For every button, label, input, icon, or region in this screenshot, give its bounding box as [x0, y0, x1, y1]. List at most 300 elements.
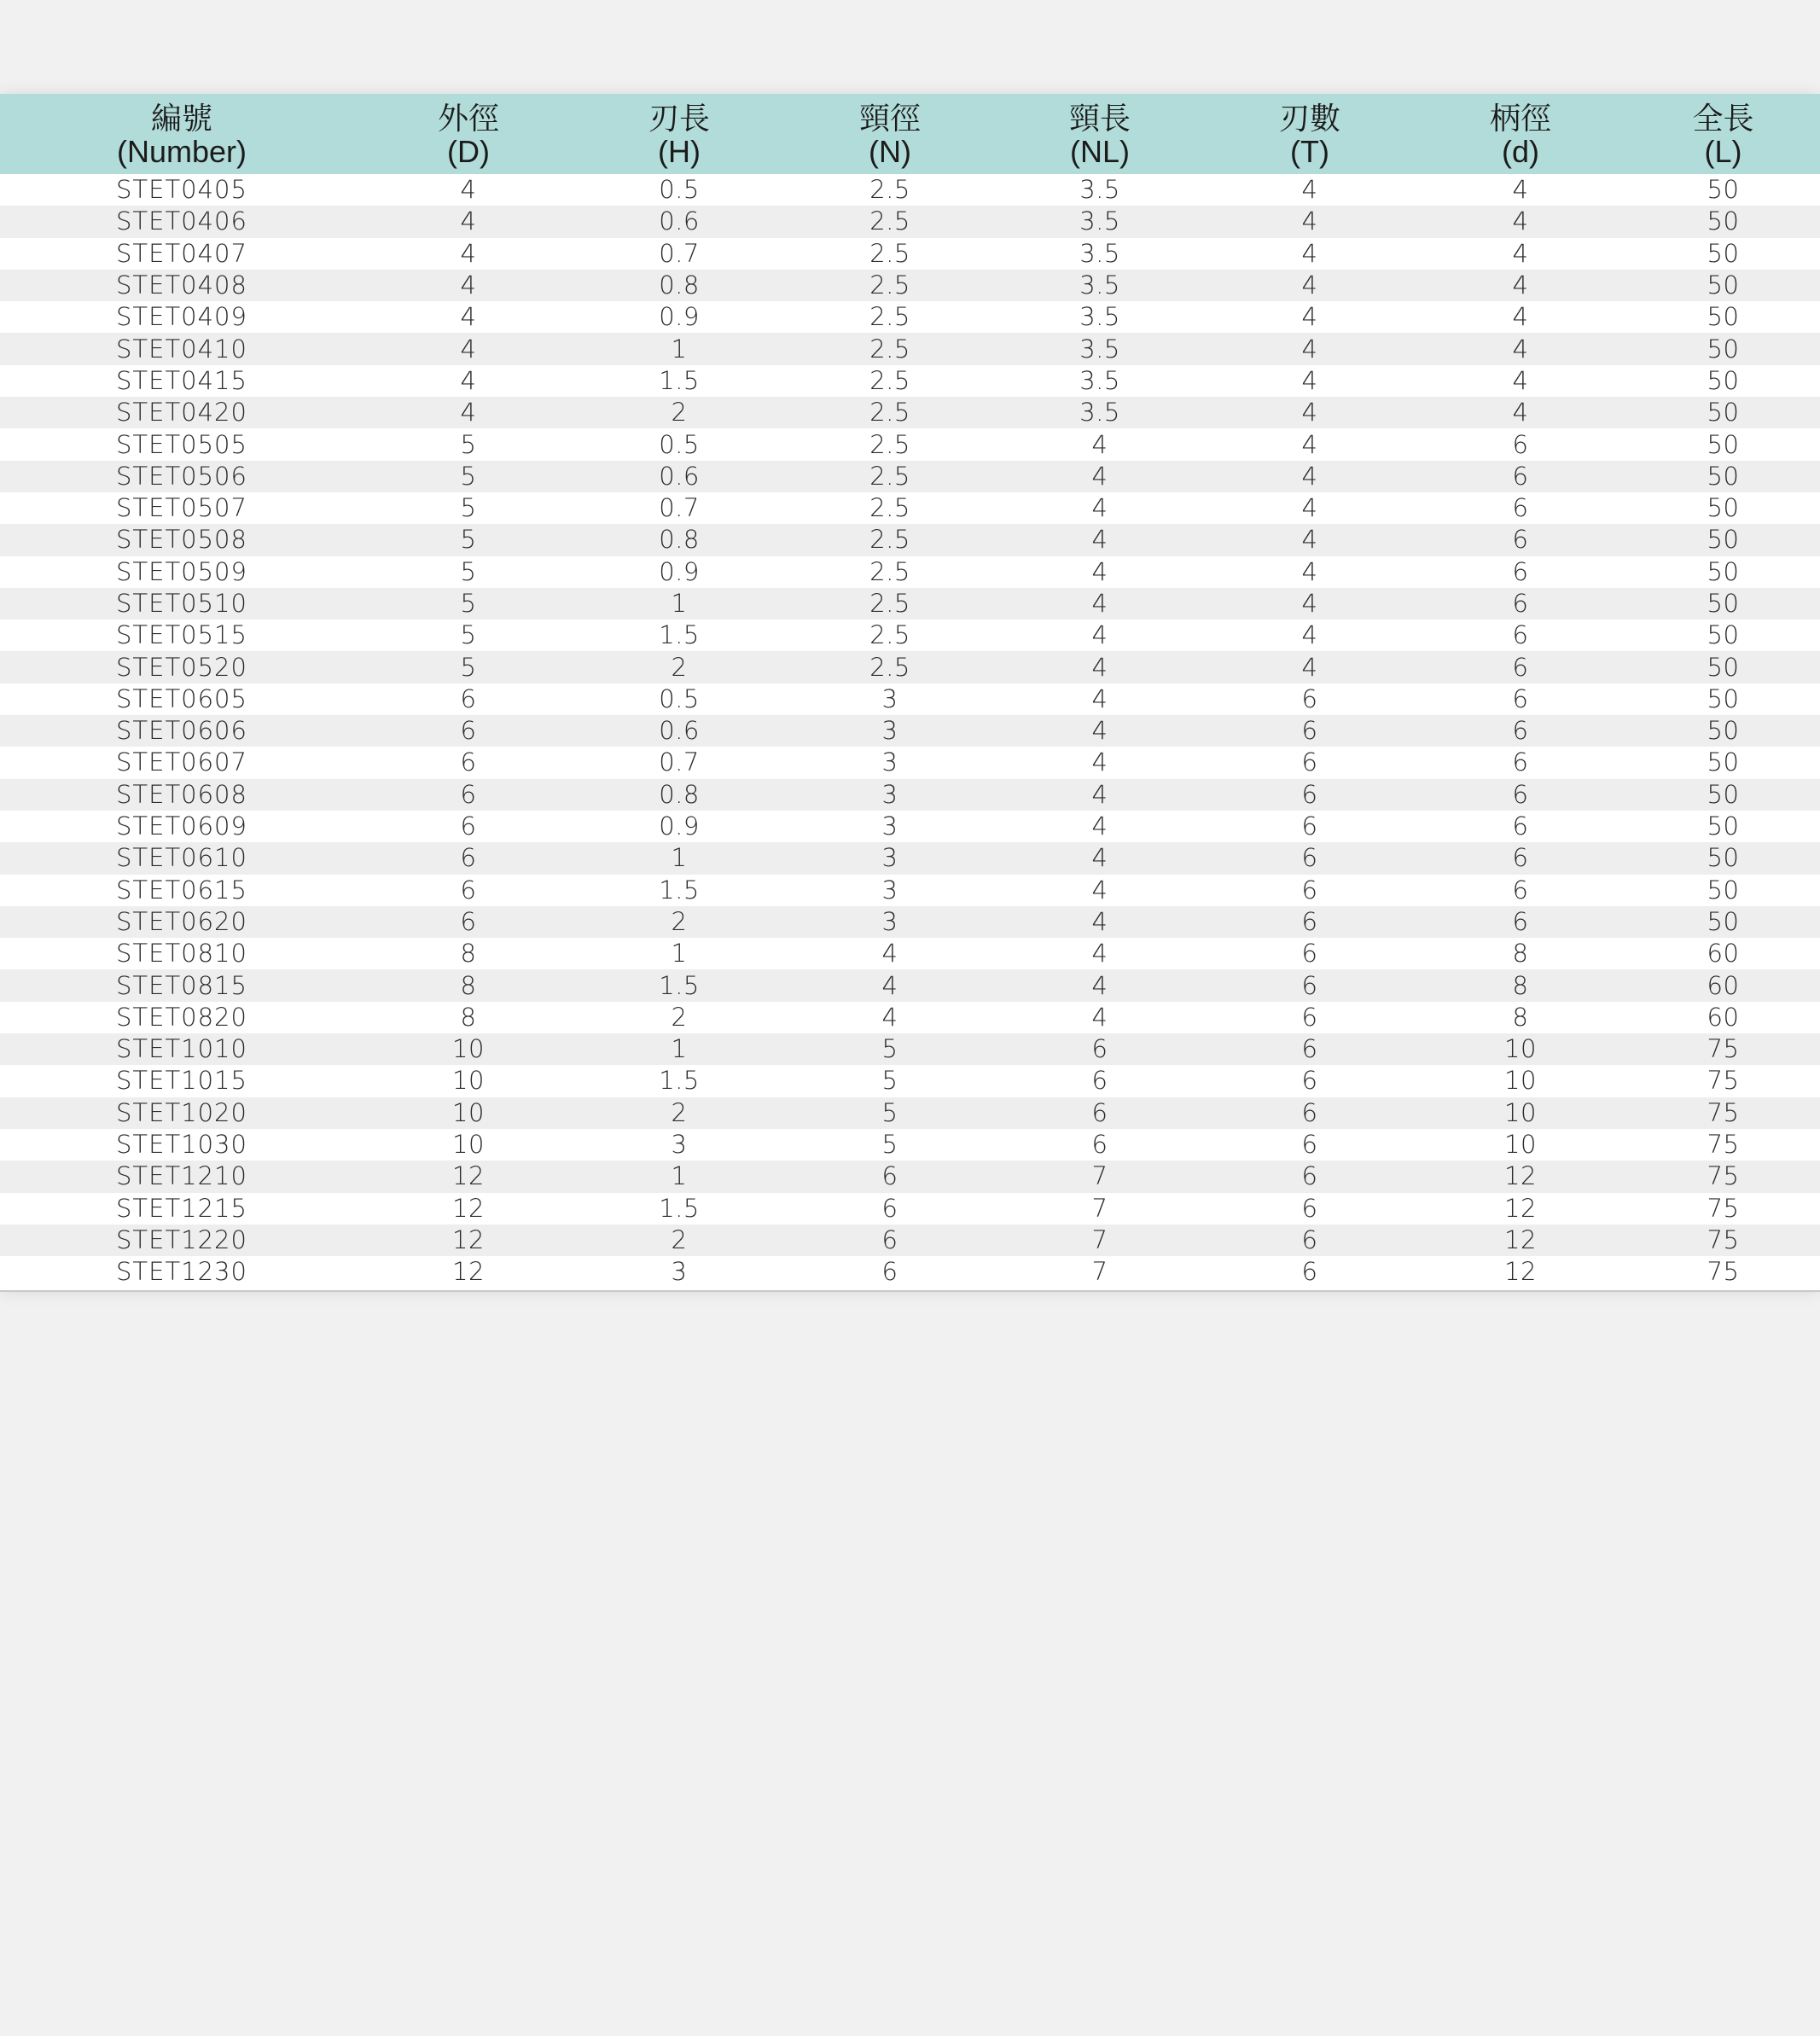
- header-number: [0, 94, 363, 174]
- cell-neck-length: 3.5: [1079, 302, 1120, 332]
- cell-overall-length: 50: [1707, 652, 1740, 682]
- cell-blade-length: 2: [671, 1002, 688, 1032]
- cell-neck-length: 3.5: [1079, 270, 1120, 300]
- cell-outer-diameter: 6: [460, 779, 477, 809]
- cell-neck-diameter: 4: [881, 970, 898, 1000]
- cell-neck-diameter: 5: [881, 1034, 898, 1064]
- header-blade-length: [573, 94, 785, 174]
- cell-number: STET0420: [116, 398, 247, 428]
- header-number-zh: 編號: [150, 101, 212, 136]
- cell-neck-length: 4: [1091, 525, 1108, 555]
- cell-neck-length: 4: [1091, 875, 1108, 905]
- cell-shank-diameter: 6: [1512, 906, 1529, 936]
- cell-overall-length: 75: [1707, 1034, 1740, 1064]
- cell-outer-diameter: 12: [452, 1193, 485, 1223]
- table-row: [0, 238, 1820, 270]
- cell-number: STET0610: [116, 843, 247, 873]
- cell-neck-length: 4: [1091, 843, 1108, 873]
- cell-neck-length: 4: [1091, 493, 1108, 523]
- cell-shank-diameter: 6: [1512, 811, 1529, 841]
- cell-teeth: 6: [1301, 939, 1318, 969]
- cell-outer-diameter: 5: [460, 493, 477, 523]
- table-row: [0, 428, 1820, 460]
- cell-blade-length: 3: [671, 1257, 688, 1287]
- table-row: [0, 938, 1820, 969]
- cell-number: STET0606: [116, 716, 247, 746]
- cell-neck-diameter: 3: [881, 843, 898, 873]
- cell-number: STET0410: [116, 334, 247, 364]
- table-row: [0, 842, 1820, 874]
- cell-teeth: 6: [1301, 1130, 1318, 1160]
- cell-number: STET0508: [116, 525, 247, 555]
- header-neck-diameter-zh: 頸徑: [858, 101, 921, 136]
- cell-number: STET0515: [116, 620, 247, 650]
- cell-shank-diameter: 8: [1512, 1002, 1529, 1032]
- cell-outer-diameter: 8: [460, 1002, 477, 1032]
- cell-neck-diameter: 2.5: [869, 652, 910, 682]
- cell-teeth: 4: [1301, 365, 1318, 395]
- cell-number: STET0408: [116, 270, 247, 300]
- cell-blade-length: 2: [671, 652, 688, 682]
- cell-overall-length: 50: [1707, 716, 1740, 746]
- cell-overall-length: 60: [1707, 1002, 1740, 1032]
- cell-teeth: 4: [1301, 238, 1318, 268]
- cell-outer-diameter: 6: [460, 906, 477, 936]
- header-blade-length-en: (H): [658, 134, 701, 169]
- cell-overall-length: 60: [1707, 970, 1740, 1000]
- spec-table: [0, 94, 1820, 1288]
- cell-neck-length: 4: [1091, 589, 1108, 618]
- cell-neck-diameter: 2.5: [869, 461, 910, 491]
- cell-blade-length: 1: [671, 1161, 688, 1191]
- cell-teeth: 6: [1301, 1066, 1318, 1096]
- cell-neck-length: 3.5: [1079, 334, 1120, 364]
- cell-number: STET1015: [116, 1066, 247, 1096]
- table-row: [0, 365, 1820, 397]
- cell-neck-length: 3.5: [1079, 365, 1120, 395]
- cell-neck-diameter: 2.5: [869, 429, 910, 459]
- cell-shank-diameter: 10: [1504, 1097, 1537, 1127]
- table-row: [0, 620, 1820, 651]
- table-row: [0, 715, 1820, 747]
- cell-blade-length: 1.5: [659, 970, 700, 1000]
- cell-neck-length: 7: [1091, 1193, 1108, 1223]
- cell-neck-length: 3.5: [1079, 207, 1120, 236]
- cell-outer-diameter: 5: [460, 525, 477, 555]
- cell-neck-diameter: 2.5: [869, 365, 910, 395]
- cell-teeth: 6: [1301, 1161, 1318, 1191]
- cell-overall-length: 75: [1707, 1097, 1740, 1127]
- table-row: [0, 969, 1820, 1001]
- header-shank-diameter-zh: 柄徑: [1489, 101, 1551, 136]
- cell-neck-diameter: 2.5: [869, 556, 910, 586]
- table-row: [0, 875, 1820, 906]
- cell-outer-diameter: 5: [460, 652, 477, 682]
- cell-neck-diameter: 2.5: [869, 620, 910, 650]
- cell-blade-length: 0.8: [659, 525, 700, 555]
- header-outer-diameter-en: (D): [447, 134, 490, 169]
- cell-shank-diameter: 4: [1512, 238, 1529, 268]
- cell-teeth: 6: [1301, 811, 1318, 841]
- header-overall-length: [1626, 94, 1820, 174]
- cell-number: STET0609: [116, 811, 247, 841]
- cell-shank-diameter: 4: [1512, 175, 1529, 205]
- cell-shank-diameter: 6: [1512, 589, 1529, 618]
- cell-overall-length: 50: [1707, 334, 1740, 364]
- header-number-en: (Number): [116, 134, 247, 169]
- table-row: [0, 1129, 1820, 1161]
- cell-blade-length: 0.6: [659, 716, 700, 746]
- cell-number: STET0509: [116, 556, 247, 586]
- cell-neck-diameter: 5: [881, 1097, 898, 1127]
- cell-shank-diameter: 6: [1512, 461, 1529, 491]
- cell-teeth: 6: [1301, 716, 1318, 746]
- cell-overall-length: 75: [1707, 1225, 1740, 1254]
- header-neck-diameter: [785, 94, 995, 174]
- table-row: [0, 206, 1820, 237]
- cell-neck-length: 4: [1091, 461, 1108, 491]
- cell-blade-length: 0.6: [659, 461, 700, 491]
- cell-neck-length: 6: [1091, 1097, 1108, 1127]
- cell-outer-diameter: 12: [452, 1161, 485, 1191]
- cell-number: STET0520: [116, 652, 247, 682]
- cell-teeth: 6: [1301, 1034, 1318, 1064]
- cell-neck-diameter: 3: [881, 716, 898, 746]
- cell-teeth: 6: [1301, 1193, 1318, 1223]
- cell-blade-length: 0.5: [659, 429, 700, 459]
- cell-number: STET1210: [116, 1161, 247, 1191]
- cell-neck-length: 4: [1091, 652, 1108, 682]
- cell-outer-diameter: 5: [460, 620, 477, 650]
- table-row: [0, 1193, 1820, 1225]
- cell-blade-length: 2: [671, 906, 688, 936]
- cell-shank-diameter: 10: [1504, 1066, 1537, 1096]
- cell-outer-diameter: 6: [460, 716, 477, 746]
- table-row: [0, 524, 1820, 556]
- header-shank-diameter: [1415, 94, 1626, 174]
- cell-neck-length: 4: [1091, 779, 1108, 809]
- cell-overall-length: 50: [1707, 429, 1740, 459]
- spec-table-panel: [0, 94, 1820, 1292]
- cell-neck-diameter: 2.5: [869, 334, 910, 364]
- cell-shank-diameter: 12: [1504, 1161, 1537, 1191]
- cell-teeth: 4: [1301, 175, 1318, 205]
- cell-neck-diameter: 2.5: [869, 493, 910, 523]
- cell-neck-diameter: 6: [881, 1193, 898, 1223]
- cell-overall-length: 50: [1707, 302, 1740, 332]
- table-row: [0, 1225, 1820, 1256]
- cell-outer-diameter: 8: [460, 970, 477, 1000]
- cell-neck-diameter: 6: [881, 1161, 898, 1191]
- cell-neck-diameter: 5: [881, 1066, 898, 1096]
- cell-neck-length: 4: [1091, 429, 1108, 459]
- cell-neck-length: 4: [1091, 939, 1108, 969]
- cell-neck-length: 6: [1091, 1066, 1108, 1096]
- cell-number: STET0620: [116, 906, 247, 936]
- cell-overall-length: 50: [1707, 843, 1740, 873]
- cell-shank-diameter: 6: [1512, 779, 1529, 809]
- cell-shank-diameter: 6: [1512, 748, 1529, 777]
- cell-teeth: 4: [1301, 429, 1318, 459]
- cell-outer-diameter: 4: [460, 207, 477, 236]
- cell-neck-length: 7: [1091, 1257, 1108, 1287]
- cell-neck-length: 3.5: [1079, 175, 1120, 205]
- cell-blade-length: 1.5: [659, 1193, 700, 1223]
- table-row: [0, 1033, 1820, 1065]
- cell-shank-diameter: 6: [1512, 429, 1529, 459]
- cell-teeth: 6: [1301, 1257, 1318, 1287]
- cell-number: STET1020: [116, 1097, 247, 1127]
- cell-outer-diameter: 8: [460, 939, 477, 969]
- cell-outer-diameter: 4: [460, 175, 477, 205]
- cell-blade-length: 1.5: [659, 875, 700, 905]
- cell-neck-diameter: 3: [881, 906, 898, 936]
- cell-blade-length: 1: [671, 1034, 688, 1064]
- cell-neck-diameter: 2.5: [869, 175, 910, 205]
- cell-number: STET1215: [116, 1193, 247, 1223]
- cell-shank-diameter: 6: [1512, 525, 1529, 555]
- cell-outer-diameter: 6: [460, 684, 477, 713]
- cell-outer-diameter: 6: [460, 875, 477, 905]
- cell-blade-length: 0.5: [659, 175, 700, 205]
- cell-overall-length: 50: [1707, 906, 1740, 936]
- table-row: [0, 684, 1820, 715]
- cell-neck-diameter: 2.5: [869, 270, 910, 300]
- cell-overall-length: 50: [1707, 620, 1740, 650]
- cell-blade-length: 0.7: [659, 748, 700, 777]
- cell-neck-length: 7: [1091, 1225, 1108, 1254]
- cell-teeth: 6: [1301, 906, 1318, 936]
- cell-number: STET0507: [116, 493, 247, 523]
- cell-outer-diameter: 4: [460, 365, 477, 395]
- cell-shank-diameter: 4: [1512, 302, 1529, 332]
- cell-overall-length: 50: [1707, 525, 1740, 555]
- cell-neck-length: 6: [1091, 1034, 1108, 1064]
- cell-teeth: 6: [1301, 1097, 1318, 1127]
- table-row: [0, 461, 1820, 492]
- cell-number: STET0810: [116, 939, 247, 969]
- cell-overall-length: 75: [1707, 1130, 1740, 1160]
- cell-overall-length: 75: [1707, 1257, 1740, 1287]
- table-row: [0, 397, 1820, 428]
- table-row: [0, 747, 1820, 778]
- cell-shank-diameter: 12: [1504, 1193, 1537, 1223]
- cell-shank-diameter: 12: [1504, 1257, 1537, 1287]
- cell-neck-diameter: 5: [881, 1130, 898, 1160]
- cell-shank-diameter: 4: [1512, 270, 1529, 300]
- cell-teeth: 4: [1301, 270, 1318, 300]
- cell-neck-diameter: 2.5: [869, 238, 910, 268]
- table-row: [0, 492, 1820, 524]
- cell-neck-length: 6: [1091, 1130, 1108, 1160]
- cell-neck-diameter: 2.5: [869, 525, 910, 555]
- cell-number: STET0815: [116, 970, 247, 1000]
- cell-overall-length: 50: [1707, 175, 1740, 205]
- cell-overall-length: 50: [1707, 365, 1740, 395]
- cell-shank-diameter: 10: [1504, 1130, 1537, 1160]
- cell-blade-length: 2: [671, 1225, 688, 1254]
- cell-teeth: 4: [1301, 334, 1318, 364]
- cell-number: STET0409: [116, 302, 247, 332]
- cell-outer-diameter: 10: [452, 1066, 485, 1096]
- cell-blade-length: 2: [671, 398, 688, 428]
- cell-outer-diameter: 10: [452, 1130, 485, 1160]
- table-row: [0, 1097, 1820, 1129]
- cell-overall-length: 75: [1707, 1161, 1740, 1191]
- cell-neck-length: 3.5: [1079, 398, 1120, 428]
- table-row: [0, 588, 1820, 620]
- cell-number: STET1220: [116, 1225, 247, 1254]
- cell-shank-diameter: 6: [1512, 652, 1529, 682]
- cell-outer-diameter: 12: [452, 1257, 485, 1287]
- table-row: [0, 779, 1820, 811]
- header-teeth-en: (T): [1290, 134, 1329, 169]
- cell-blade-length: 0.8: [659, 270, 700, 300]
- cell-neck-diameter: 3: [881, 875, 898, 905]
- header-row: [0, 94, 1820, 174]
- cell-blade-length: 0.6: [659, 207, 700, 236]
- cell-blade-length: 0.9: [659, 811, 700, 841]
- cell-teeth: 4: [1301, 556, 1318, 586]
- cell-neck-diameter: 2.5: [869, 589, 910, 618]
- cell-neck-diameter: 4: [881, 939, 898, 969]
- cell-shank-diameter: 4: [1512, 398, 1529, 428]
- cell-neck-diameter: 3: [881, 811, 898, 841]
- cell-blade-length: 0.5: [659, 684, 700, 713]
- cell-shank-diameter: 4: [1512, 365, 1529, 395]
- cell-neck-length: 4: [1091, 748, 1108, 777]
- cell-outer-diameter: 5: [460, 589, 477, 618]
- cell-teeth: 4: [1301, 525, 1318, 555]
- cell-number: STET0415: [116, 365, 247, 395]
- cell-number: STET0605: [116, 684, 247, 713]
- cell-outer-diameter: 6: [460, 811, 477, 841]
- cell-teeth: 6: [1301, 1225, 1318, 1254]
- cell-neck-length: 4: [1091, 1002, 1108, 1032]
- cell-teeth: 6: [1301, 875, 1318, 905]
- cell-number: STET0407: [116, 238, 247, 268]
- table-row: [0, 270, 1820, 301]
- cell-teeth: 6: [1301, 1002, 1318, 1032]
- cell-shank-diameter: 8: [1512, 939, 1529, 969]
- cell-blade-length: 1: [671, 939, 688, 969]
- cell-neck-diameter: 3: [881, 684, 898, 713]
- cell-teeth: 4: [1301, 398, 1318, 428]
- cell-neck-length: 4: [1091, 906, 1108, 936]
- cell-number: STET0608: [116, 779, 247, 809]
- cell-overall-length: 50: [1707, 207, 1740, 236]
- cell-neck-diameter: 3: [881, 748, 898, 777]
- cell-shank-diameter: 10: [1504, 1034, 1537, 1064]
- table-row: [0, 301, 1820, 333]
- cell-blade-length: 1.5: [659, 620, 700, 650]
- cell-outer-diameter: 6: [460, 843, 477, 873]
- header-overall-length-en: (L): [1704, 134, 1742, 169]
- cell-teeth: 4: [1301, 652, 1318, 682]
- table-row: [0, 651, 1820, 683]
- table-header: [0, 94, 1820, 174]
- cell-blade-length: 1.5: [659, 365, 700, 395]
- header-teeth: [1205, 94, 1415, 174]
- cell-outer-diameter: 10: [452, 1097, 485, 1127]
- header-outer-diameter-zh: 外徑: [437, 101, 499, 136]
- cell-teeth: 4: [1301, 589, 1318, 618]
- cell-overall-length: 50: [1707, 461, 1740, 491]
- table-row: [0, 1002, 1820, 1033]
- header-neck-diameter-en: (N): [869, 134, 911, 169]
- cell-teeth: 4: [1301, 493, 1318, 523]
- cell-blade-length: 0.9: [659, 556, 700, 586]
- cell-teeth: 6: [1301, 779, 1318, 809]
- cell-number: STET0406: [116, 207, 247, 236]
- table-row: [0, 811, 1820, 842]
- cell-teeth: 6: [1301, 843, 1318, 873]
- cell-outer-diameter: 4: [460, 238, 477, 268]
- cell-blade-length: 1: [671, 334, 688, 364]
- cell-neck-diameter: 4: [881, 1002, 898, 1032]
- cell-shank-diameter: 6: [1512, 716, 1529, 746]
- cell-outer-diameter: 4: [460, 270, 477, 300]
- cell-overall-length: 50: [1707, 748, 1740, 777]
- cell-neck-diameter: 2.5: [869, 398, 910, 428]
- cell-number: STET1230: [116, 1257, 247, 1287]
- header-neck-length-zh: 頸長: [1068, 101, 1131, 136]
- cell-teeth: 4: [1301, 207, 1318, 236]
- cell-outer-diameter: 4: [460, 302, 477, 332]
- header-blade-length-zh: 刃長: [648, 101, 710, 136]
- cell-neck-diameter: 2.5: [869, 207, 910, 236]
- cell-neck-length: 4: [1091, 716, 1108, 746]
- cell-overall-length: 50: [1707, 684, 1740, 713]
- table-row: [0, 906, 1820, 938]
- cell-number: STET0607: [116, 748, 247, 777]
- cell-overall-length: 50: [1707, 589, 1740, 618]
- cell-number: STET0615: [116, 875, 247, 905]
- header-neck-length-en: (NL): [1070, 134, 1130, 169]
- cell-number: STET0510: [116, 589, 247, 618]
- cell-shank-diameter: 4: [1512, 207, 1529, 236]
- cell-blade-length: 0.9: [659, 302, 700, 332]
- header-shank-diameter-en: (d): [1502, 134, 1539, 169]
- cell-teeth: 6: [1301, 748, 1318, 777]
- cell-overall-length: 50: [1707, 875, 1740, 905]
- cell-overall-length: 60: [1707, 939, 1740, 969]
- cell-outer-diameter: 5: [460, 429, 477, 459]
- table-body: [0, 174, 1820, 1288]
- cell-blade-length: 0.7: [659, 493, 700, 523]
- cell-blade-length: 0.7: [659, 238, 700, 268]
- cell-blade-length: 1: [671, 589, 688, 618]
- table-row: [0, 556, 1820, 588]
- cell-outer-diameter: 10: [452, 1034, 485, 1064]
- cell-neck-length: 4: [1091, 620, 1108, 650]
- cell-number: STET1010: [116, 1034, 247, 1064]
- cell-neck-diameter: 3: [881, 779, 898, 809]
- table-row: [0, 1065, 1820, 1097]
- cell-blade-length: 1: [671, 843, 688, 873]
- cell-neck-length: 4: [1091, 811, 1108, 841]
- cell-shank-diameter: 6: [1512, 556, 1529, 586]
- cell-neck-length: 7: [1091, 1161, 1108, 1191]
- cell-overall-length: 50: [1707, 779, 1740, 809]
- cell-blade-length: 3: [671, 1130, 688, 1160]
- cell-blade-length: 1.5: [659, 1066, 700, 1096]
- header-neck-length: [995, 94, 1205, 174]
- cell-outer-diameter: 4: [460, 334, 477, 364]
- table-row: [0, 1256, 1820, 1288]
- cell-outer-diameter: 5: [460, 461, 477, 491]
- cell-overall-length: 75: [1707, 1066, 1740, 1096]
